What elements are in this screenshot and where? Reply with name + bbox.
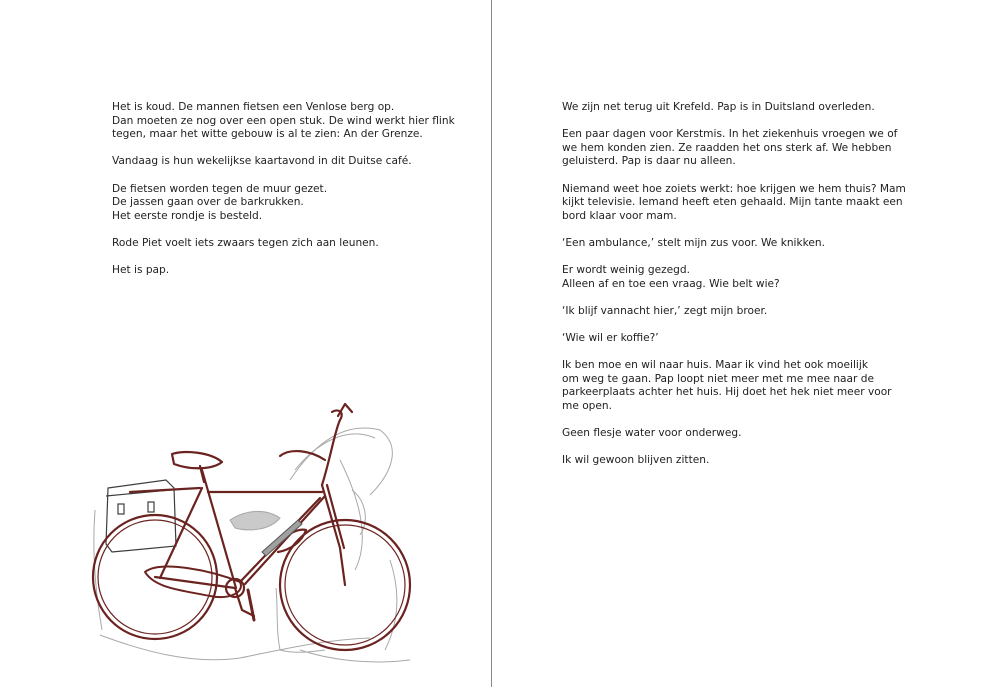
- right-paragraph-2: Een paar dagen voor Kerstmis. In het ziekenhuis vroegen we of we hem konden zien. Ze raadden het ons sterk af. We hebben geluisterd. Pap is daar nu alleen.: [562, 128, 898, 168]
- left-paragraph-2: Vandaag is hun wekelijkse kaartavond in dit Duitse café.: [112, 155, 412, 168]
- right-paragraph-5: Er wordt weinig gezegd. Alleen af en toe een vraag. Wie belt wie?: [562, 264, 780, 290]
- right-page-text: [562, 101, 942, 482]
- right-paragraph-1: We zijn net terug uit Krefeld. Pap is in Duitsland overleden.: [562, 101, 875, 113]
- right-paragraph-4: ‘Een ambulance,’ stelt mijn zus voor. We knikken.: [562, 236, 825, 249]
- right-paragraph-6: ‘Ik blijf vannacht hier,’ zegt mijn broer.: [562, 304, 768, 317]
- left-paragraph-4: Rode Piet voelt iets zwaars tegen zich aan leunen.: [112, 236, 379, 249]
- right-paragraph-7: ‘Wie wil er koffie?’: [562, 332, 659, 345]
- left-paragraph-5: Het is pap.: [112, 264, 170, 277]
- bicycle-drawing: [40, 320, 460, 687]
- left-paragraph-3: De fietsen worden tegen de muur gezet. De jassen gaan over de barkrukken. Het eerste rondje is besteld.: [112, 182, 328, 222]
- bicycle-illustration: [40, 320, 460, 687]
- right-paragraph-10: Ik wil gewoon blijven zitten.: [562, 454, 710, 467]
- right-paragraph-8: Ik ben moe en wil naar huis. Maar ik vind het ook moeilijk om weg te gaan. Pap loopt niet meer met me mee naar de parkeerplaats achter het huis. Hij doet het hek niet meer voor me open.: [562, 359, 892, 413]
- right-paragraph-9: Geen flesje water voor onderweg.: [562, 427, 742, 440]
- left-paragraph-1: Het is koud. De mannen fietsen een Venlose berg op. Dan moeten ze nog over een open stuk. De wind werkt hier flink tegen, maar het witte gebouw is al te zien: An der Grenze.: [112, 101, 455, 141]
- right-paragraph-3: Niemand weet hoe zoiets werkt: hoe krijgen we hem thuis? Mam kijkt televisie. Iemand heeft eten gehaald. Mijn tante maakt een bord klaar voor mam.: [562, 182, 906, 222]
- left-page-text: [112, 101, 472, 291]
- page-gutter: [491, 0, 492, 687]
